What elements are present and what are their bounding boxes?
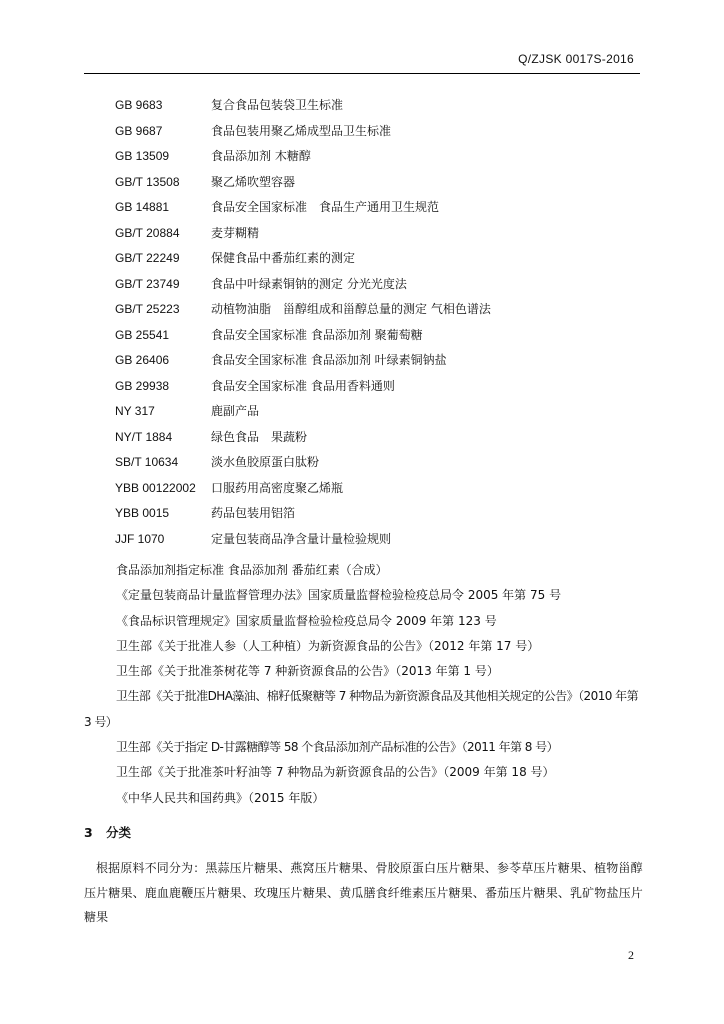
reference-code: YBB 0015 xyxy=(115,506,170,520)
reference-row xyxy=(115,477,655,503)
reference-code: GB/T 25223 xyxy=(115,302,180,316)
other-reference-item: 卫生部《关于批准DHA藻油、棉籽低聚糖等 7 种物品为新资源食品及其他相关规定的公告》（2010 年第 3 号） xyxy=(84,689,639,729)
reference-code: GB/T 22249 xyxy=(115,251,180,265)
reference-code: GB/T 13508 xyxy=(115,174,180,189)
reference-title: 食品安全国家标准 食品添加剂 聚葡萄糖 xyxy=(211,327,423,342)
normative-reference-list xyxy=(115,94,655,553)
reference-title: 食品添加剂 木糖醇 xyxy=(211,149,311,163)
other-reference-item: 食品添加剂指定标准 食品添加剂 番茄红素（合成） xyxy=(116,563,388,577)
reference-title: 食品包装用聚乙烯成型品卫生标准 xyxy=(211,123,392,138)
reference-title: 淡水鱼胶原蛋白肽粉 xyxy=(211,455,320,469)
reference-title: 复合食品包装袋卫生标准 xyxy=(211,98,344,112)
reference-code: GB 14881 xyxy=(115,200,170,214)
reference-row xyxy=(115,222,655,248)
reference-row xyxy=(115,324,655,350)
reference-title: 麦芽糊精 xyxy=(211,225,260,240)
section-body: 根据原料不同分为：黑蒜压片糖果、燕窝压片糖果、骨胶原蛋白压片糖果、参苓草压片糖果、植物甾醇压片糖果、鹿血鹿鞭压片糖果、玫瑰压片糖果、黄瓜膳食纤维素压片糖果、番茄压片糖果、乳矿物盐压片糖果 xyxy=(84,861,643,924)
section-heading xyxy=(84,823,131,841)
reference-row xyxy=(115,94,655,120)
other-reference-item: 《食品标识管理规定》国家质量监督检验检疫总局令 2009 年第 123 号 xyxy=(116,613,497,628)
reference-title: 口服药用高密度聚乙烯瓶 xyxy=(211,480,344,495)
reference-row xyxy=(115,502,655,528)
other-reference-item: 卫生部《关于指定 D-甘露糖醇等 58 个食品添加剂产品标准的公告》（2011 年第 8 号） xyxy=(116,740,559,755)
reference-code: GB 9683 xyxy=(115,98,163,112)
reference-row xyxy=(115,426,655,452)
reference-code: GB 26406 xyxy=(115,353,170,367)
reference-code: JJF 1070 xyxy=(115,531,165,546)
header-rule xyxy=(84,73,640,74)
reference-title: 鹿副产品 xyxy=(211,404,260,418)
other-reference-item: 《定量包装商品计量监督管理办法》国家质量监督检验检疫总局令 2005 年第 75 号 xyxy=(116,588,562,603)
page-number: 2 xyxy=(628,948,634,962)
reference-code: NY 317 xyxy=(115,404,155,418)
reference-title: 聚乙烯吹塑容器 xyxy=(211,174,296,189)
reference-code: GB 9687 xyxy=(115,123,163,138)
reference-title: 食品安全国家标准 食品生产通用卫生规范 xyxy=(211,200,440,214)
reference-title: 食品安全国家标准 食品用香料通则 xyxy=(211,378,395,393)
reference-code: SB/T 10634 xyxy=(115,455,179,469)
reference-row xyxy=(115,400,655,426)
reference-code: GB/T 20884 xyxy=(115,225,180,240)
reference-title: 定量包装商品净含量计量检验规则 xyxy=(211,531,392,546)
reference-title: 绿色食品 果蔬粉 xyxy=(211,429,308,444)
other-reference-item: 卫生部《关于批准茶叶籽油等 7 种物品为新资源食品的公告》（2009 年第 18 号） xyxy=(116,765,555,780)
reference-row xyxy=(115,145,655,171)
reference-row xyxy=(115,451,655,477)
reference-title: 动植物油脂 甾醇组成和甾醇总量的测定 气相色谱法 xyxy=(211,302,491,316)
reference-code: NY/T 1884 xyxy=(115,429,173,444)
reference-title: 保健食品中番茄红素的测定 xyxy=(211,251,356,265)
section-number: 3 xyxy=(84,825,93,840)
reference-row xyxy=(115,298,655,324)
reference-code: GB 13509 xyxy=(115,149,170,163)
reference-row xyxy=(115,120,655,146)
reference-code: GB 29938 xyxy=(115,378,170,393)
reference-title: 药品包装用铝箔 xyxy=(211,506,296,520)
reference-code: GB/T 23749 xyxy=(115,276,180,291)
reference-row xyxy=(115,171,655,197)
reference-row xyxy=(115,247,655,273)
reference-code: GB 25541 xyxy=(115,327,170,342)
other-reference-item: 卫生部《关于批准茶树花等 7 种新资源食品的公告》（2013 年第 1 号） xyxy=(116,664,499,679)
reference-title: 食品安全国家标准 食品添加剂 叶绿素铜钠盐 xyxy=(211,353,447,367)
document-code: Q/ZJSK 0017S-2016 xyxy=(518,52,634,66)
reference-row xyxy=(115,273,655,299)
reference-title: 食品中叶绿素铜钠的测定 分光光度法 xyxy=(211,276,407,291)
reference-row xyxy=(115,375,655,401)
other-reference-item: 卫生部《关于批准人参（人工种植）为新资源食品的公告》（2012 年第 17 号） xyxy=(116,638,540,653)
section-title: 分类 xyxy=(106,825,132,840)
reference-row xyxy=(115,196,655,222)
other-reference-item: 《中华人民共和国药典》（2015 年版） xyxy=(116,790,325,805)
reference-row xyxy=(115,528,655,554)
other-reference-list xyxy=(84,558,644,811)
reference-row xyxy=(115,349,655,375)
reference-code: YBB 00122002 xyxy=(115,480,196,495)
